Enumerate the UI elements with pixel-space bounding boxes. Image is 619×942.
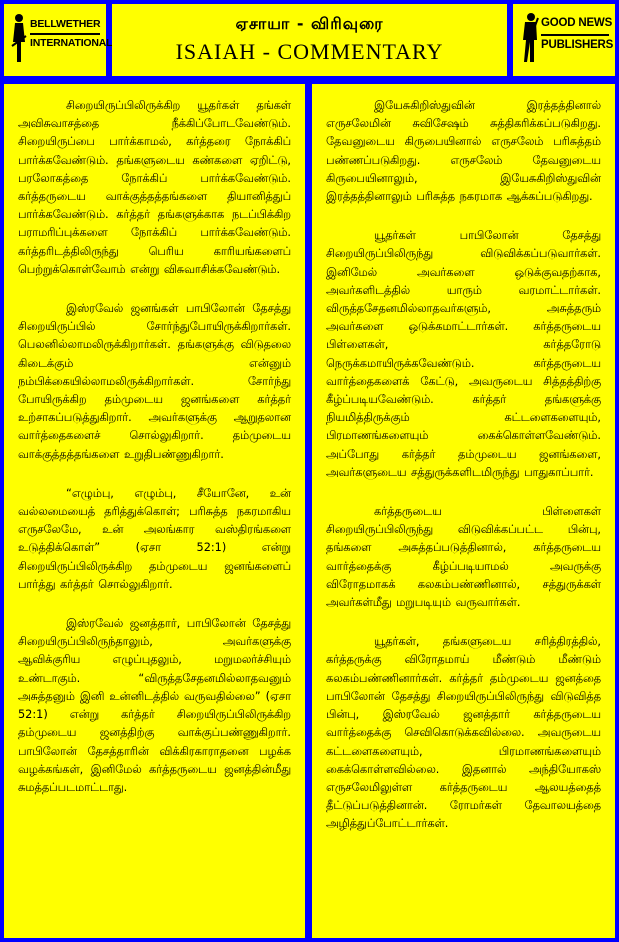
bellwether-line1: BELLWETHER [30,18,101,30]
tamil-title: ஏசாயா - விரிவுரை [235,14,384,33]
paragraph: இயேசுகிறிஸ்துவின் இரத்தத்தினால் எருசலேமின் சுவிசேஷம் சுத்திகரிக்கப்படுகிறது. தேவனுடைய கிருபையினால் எருசலேம் பரிசுத்தம் பண்ணப்படுகிறது. எருசலேம் தேவனுடைய கிருபையினாலும், இயேசுகிறிஸ்துவின் இரத்தத்தினாலும் பரிசுத்த நகரமாக ஆக்கப்படுகிறது. [326,99,601,204]
bellwether-line2: INTERNATIONAL [30,37,113,49]
logo-divider [30,33,100,35]
right-column [312,84,615,938]
paragraph: இஸ்ரவேல் ஜனத்தார், பாபிலோன் தேசத்து சிறையிருப்பிலிருந்தாலும், அவர்களுக்கு ஆவிக்குரிய எழுப்புதலும், மறுமலர்ச்சியும் உண்டாகும். “விருத்தசேதனமில்லாதவனும் அசுத்தனும் இனி உன்னிடத்தில் வருவதில்லை” (ஏசா 52:1) என்று கர்த்தர் சிறையிருப்பிலிருக்கிற தம்முடைய ஜனத்திற்கு வாக்குப்பண்ணுகிறார். பாபிலோன் தேசத்தாரின் விக்கிரகாராதனை பழக்க வழக்கங்கள், இனிமேல் கர்த்தருடைய ஜனத்தின்மீது சுமத்தப்படமாட்டாது. [18,617,291,794]
left-column [4,84,305,938]
english-title: ISAIAH - COMMENTARY [175,39,444,64]
paragraph: கர்த்தருடைய பிள்ளைகள் சிறையிருப்பிலிருந்து விடுவிக்கப்பட்ட பின்பு, தங்களை அசுத்தப்படுத்தினால், கர்த்தருடைய வார்த்தைக்கு கீழ்ப்படியாமல் அவருக்கு விரோதமாகக் கலகம்பண்ணினால், சத்துருக்கள் அவர்கள்மீது மறுபடியும் வருவார்கள். [326,505,601,610]
paragraph: யூதர்கள், தங்களுடைய சரித்திரத்தில், கர்த்தருக்கு விரோதமாய் மீண்டும் மீண்டும் கலகம்பண்ணினார்கள். கர்த்தர் தம்முடைய ஜனத்தை பாபிலோன் தேசத்து சிறையிருப்பிலிருந்து விடுவித்த பின்பு, இஸ்ரவேல் ஜனத்தார் கர்த்தருடைய வார்த்தைக்கு செவிகொடுக்கவில்லை. அவருடைய கட்டளைகளையும், பிரமாணங்களையும் கைக்கொள்ளவில்லை. இதனால் அந்தியோகஸ் எருசலேமிலுள்ள கர்த்தருடைய ஆலயத்தைத் தீட்டுப்படுத்தினான். ரோமர்கள் தேவாலயத்தை அழித்துப்போட்டார்கள். [326,635,601,831]
bellwether-logo [4,4,113,76]
figure-icon [521,12,539,64]
good-news-line1: GOOD NEWS [541,17,613,29]
paragraph: “எழும்பு, எழும்பு, சீயோனே, உன் வல்லமையைத் தரித்துக்கொள்; பரிசுத்த நகரமாகிய எருசலேமே, உன் அலங்கார வஸ்திரங்களை உடுத்திக்கொள்” (ஏசா 52:1) என்று சிறையிருப்பிலிருக்கிற தம்முடைய ஜனங்களைப் பார்த்து கர்த்தர் சொல்லுகிறார். [18,486,291,591]
logo-divider [541,34,609,36]
paragraph: யூதர்கள் பாபிலோன் தேசத்து சிறையிருப்பிலிருந்து விடுவிக்கப்படுவார்கள். இனிமேல் அவர்களை ஒடுக்குவதற்காக, அவர்களிடத்தில் யாரும் வரமாட்டார்கள். விருத்தசேதனமில்லாதவர்களும், அசுத்தரும் அவர்களை ஒடுக்கமாட்டார்கள். கர்த்தருடைய பிள்ளைகள், கர்த்தரோடு நெருக்கமாயிருக்கவேண்டும். கர்த்தருடைய வார்த்தைகளைக் கேட்டு, அவருடைய சித்தத்திற்கு கீழ்ப்படியவேண்டும். கர்த்தர் தங்களுக்கு நியமித்திருக்கும் கட்டளைகளையும், பிரமாணங்களையும் கைக்கொள்ளவேண்டும். அப்போது கர்த்தர் தம்முடைய ஜனங்களை, அவர்களுடைய சத்துருக்களிடமிருந்து பாதுகாப்பார். [326,229,601,479]
good-news-line2: PUBLISHERS [541,39,614,51]
paragraph: இஸ்ரவேல் ஜனங்கள் பாபிலோன் தேசத்து சிறையிருப்பில் சோர்ந்துபோயிருக்கிறார்கள். பெலனில்லாமலிருக்கிறார்கள். தங்களுக்கு விடுதலை கிடைக்கும் என்னும் நம்பிக்கையில்லாமலிருக்கிறார்கள். சோர்ந்து போயிருக்கிற தம்முடைய ஜனங்களை கர்த்தர் உற்சாகப்படுத்துகிறார். அவர்களுக்கு ஆறுதலான வார்த்தைகளைச் சொல்லுகிறார். தம்முடைய வாக்குத்தத்தங்களை உறுதிபண்ணுகிறார். [18,302,291,461]
title-banner [112,4,507,76]
bellwether-figure-icon [10,12,28,64]
paragraph: சிறையிருப்பிலிருக்கிற யூதர்கள் தங்கள் அவிசுவாசத்தை நீக்கிப்போடவேண்டும். சிறையிருப்பை பார்க்காமல், கர்த்தரை நோக்கிப் பார்க்கவேண்டும். தங்களுடைய கண்களை ஏறிட்டு, பரலோகத்தை நோக்கிப் பார்க்கவேண்டும். கர்த்தருடைய வாக்குத்தத்தங்களை தியானித்துப் பார்க்கவேண்டும். கர்த்தர் தங்களுக்காக நடப்பிக்கிற பராமரிப்புக்களை நோக்கிப் பார்க்கவேண்டும். கர்த்தரிடத்திலிருந்து பெரிய காரியங்களைப் பெற்றுக்கொள்வோம் என்று விசுவாசிக்கவேண்டும். [18,99,291,276]
good-news-logo [513,4,615,76]
